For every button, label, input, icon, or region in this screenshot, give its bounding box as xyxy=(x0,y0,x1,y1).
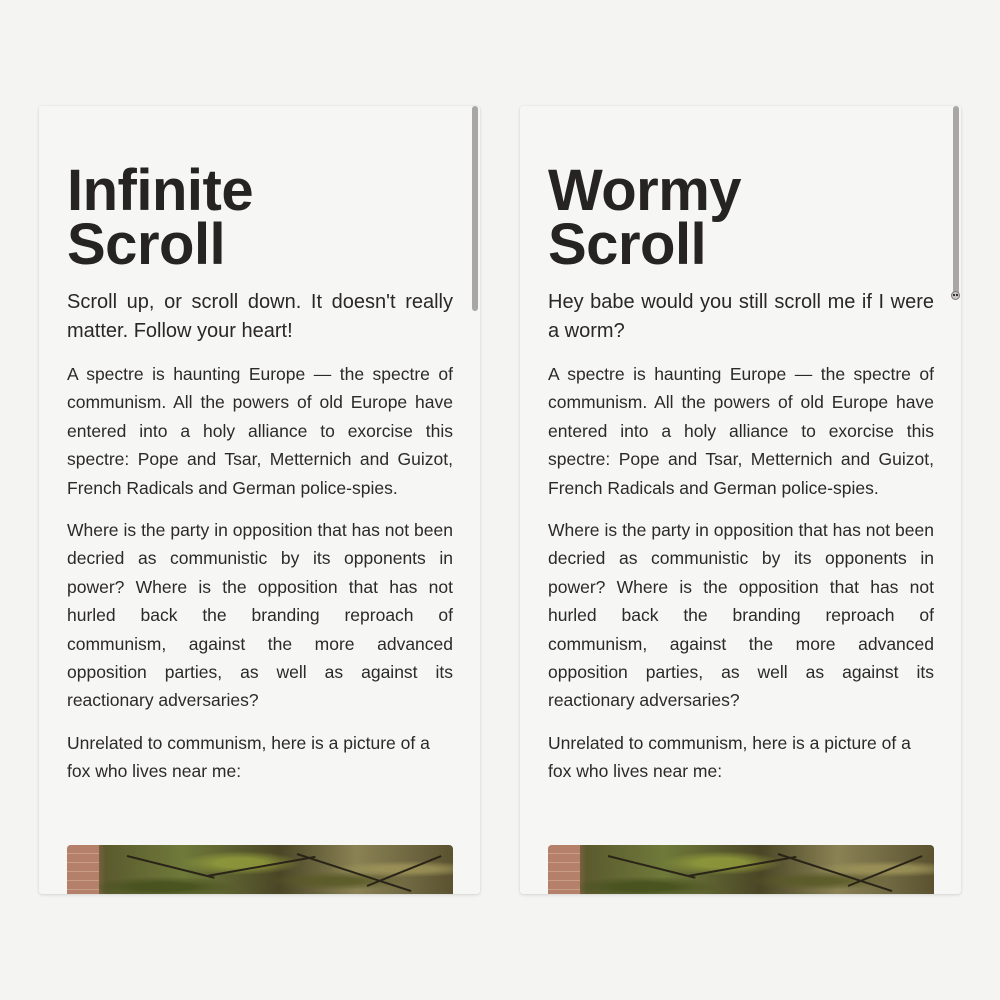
branch-detail xyxy=(688,856,797,877)
fox-photo xyxy=(67,845,453,894)
paragraph-2: Where is the party in opposition that has not been decried as communistic by its opponents in power? Where is the opposition that has not hurled back the branding reproach of communism, against the more advanced opposition parties, as well as against its reactionary adversaries? xyxy=(67,520,453,711)
scrollbar-thumb[interactable] xyxy=(472,106,478,311)
page-title xyxy=(67,158,453,277)
paragraph-3: Unrelated to communism, here is a picture of a fox who lives near me: xyxy=(548,732,911,782)
branch-detail xyxy=(207,856,316,877)
brick-wall-detail xyxy=(548,845,580,894)
title-line-2: Scroll xyxy=(67,212,226,277)
branch-detail xyxy=(127,855,215,879)
brick-wall-detail xyxy=(67,845,99,894)
paragraph-1: A spectre is haunting Europe — the spectre of communism. All the powers of old Europe have entered into a holy alliance to exorcise this spectre: Pope and Tsar, Metternich and Guizot, French Radicals and German police-spies. xyxy=(548,364,934,498)
paragraph-2: Where is the party in opposition that has not been decried as communistic by its opponents in power? Where is the opposition that has not hurled back the branding reproach of communism, against the more advanced opposition parties, as well as against its reactionary adversaries? xyxy=(548,520,934,711)
worm-face-icon[interactable] xyxy=(951,291,960,300)
branch-detail xyxy=(608,855,696,879)
page-title xyxy=(548,158,934,277)
title-line-1: Infinite xyxy=(67,158,254,223)
infinite-scroll-panel[interactable] xyxy=(39,106,480,894)
fox-photo xyxy=(548,845,934,894)
title-line-2: Scroll xyxy=(548,212,707,277)
title-line-1: Wormy xyxy=(548,158,742,223)
branch-detail xyxy=(848,855,923,887)
wormy-scroll-panel[interactable] xyxy=(520,106,961,894)
branch-detail xyxy=(367,855,442,887)
subtitle: Hey babe would you still scroll me if I were a worm? xyxy=(548,291,934,342)
subtitle: Scroll up, or scroll down. It doesn't really matter. Follow your heart! xyxy=(67,291,453,342)
worm-scrollbar-thumb[interactable] xyxy=(953,106,959,296)
paragraph-1: A spectre is haunting Europe — the spectre of communism. All the powers of old Europe have entered into a holy alliance to exorcise this spectre: Pope and Tsar, Metternich and Guizot, French Radicals and German police-spies. xyxy=(67,364,453,498)
paragraph-3: Unrelated to communism, here is a picture of a fox who lives near me: xyxy=(67,732,430,782)
scroll-content xyxy=(548,158,934,786)
scroll-content xyxy=(67,158,453,786)
